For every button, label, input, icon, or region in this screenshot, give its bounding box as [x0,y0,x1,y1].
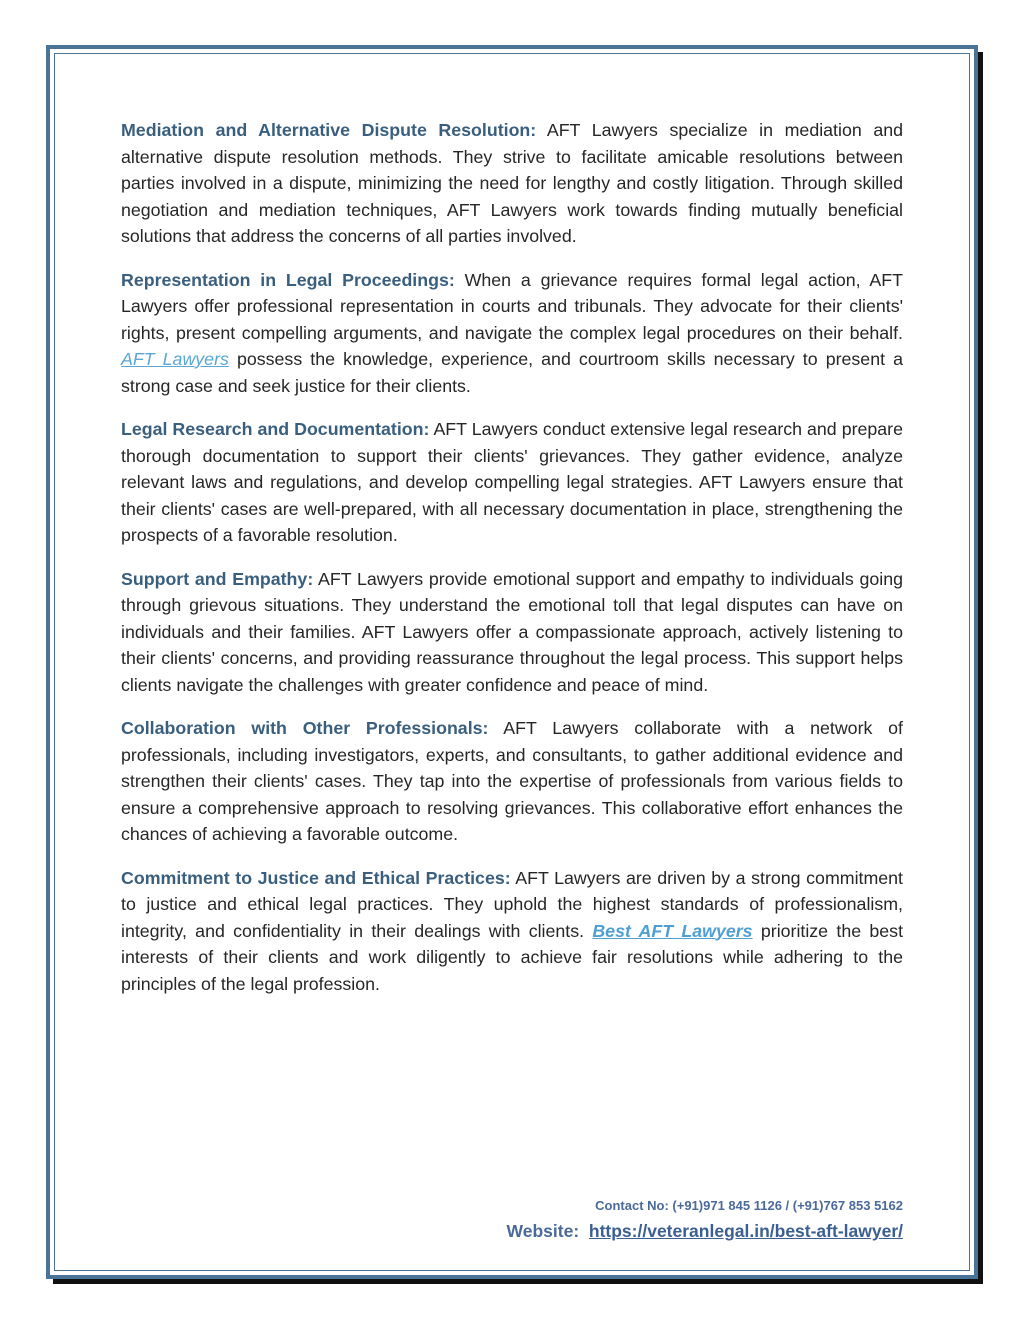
paragraph-mediation [121,117,903,250]
aft-lawyers-link[interactable]: AFT Lawyers [121,349,229,369]
paragraph-commitment [121,865,903,998]
paragraph-heading: Mediation and Alternative Dispute Resolution: [121,120,537,140]
website-label: Website: [506,1221,580,1241]
paragraph-heading: Representation in Legal Proceedings: [121,269,455,290]
website-line [507,1221,903,1242]
paragraph-text: AFT Lawyers specialize in mediation and alternative dispute resolution methods. They strive to facilitate amicable resolutions between parties involved in a dispute, minimizing the need for lengthy and costly litigation. Through skilled negotiation and mediation techniques, AFT Lawyers work towards finding mutually beneficial solutions that address the concerns of all parties involved. [121,120,903,246]
paragraph-text: possess the knowledge, experience, and courtroom skills necessary to present a strong case and seek justice for their clients. [121,349,903,396]
paragraph-text: AFT Lawyers conduct extensive legal research and prepare thorough documentation to support their clients' grievances. They gather evidence, analyze relevant laws and regulations, and develop compelling legal strategies. AFT Lawyers ensure that their clients' cases are well-prepared, with all necessary documentation in place, strengthening the prospects of a favorable resolution. [121,419,903,545]
document-body [121,117,903,1014]
paragraph-text: AFT Lawyers are driven by a strong commitment to justice and ethical legal practices. They uphold the highest standards of professionalism, integrity, and confidentiality in their dealings with clients. [121,867,903,941]
paragraph-collaboration [121,715,903,848]
paragraph-text: AFT Lawyers collaborate with a network of professionals, including investigators, experts, and consultants, to gather additional evidence and strengthen their clients' cases. They tap into the expertise of professionals from various fields to ensure a comprehensive approach to resolving grievances. This collaborative effort enhances the chances of achieving a favorable outcome. [121,718,903,844]
paragraph-heading: Support and Empathy: [121,568,314,589]
website-link[interactable]: https://veteranlegal.in/best-aft-lawyer/ [588,1221,903,1241]
paragraph-text: prioritize the best interests of their clients and work diligently to achieve fair resolutions while adhering to the principles of the legal profession. [121,920,904,994]
paragraph-heading: Collaboration with Other Professionals: [121,718,489,738]
paragraph-text: AFT Lawyers provide emotional support and empathy to individuals going through grievous situations. They understand the emotional toll that legal disputes can have on individuals and their families. AFT Lawyers offer a compassionate approach, actively listening to their clients' concerns, and providing reassurance throughout the legal process. This support helps clients navigate the challenges with greater confidence and peace of mind. [121,568,903,695]
paragraph-support [121,566,903,699]
best-aft-lawyers-link[interactable]: Best AFT Lawyers [592,920,753,941]
paragraph-heading: Legal Research and Documentation: [121,419,430,439]
contact-number: Contact No: (+91)971 845 1126 / (+91)767 853 5162 [595,1198,903,1213]
paragraph-heading: Commitment to Justice and Ethical Practices: [121,867,511,888]
paragraph-text: When a grievance requires formal legal action, AFT Lawyers offer professional representation in courts and tribunals. They advocate for their clients' rights, present compelling arguments, and navigate the complex legal procedures on their behalf. [121,269,903,343]
paragraph-representation [121,267,903,400]
paragraph-research [121,416,903,549]
